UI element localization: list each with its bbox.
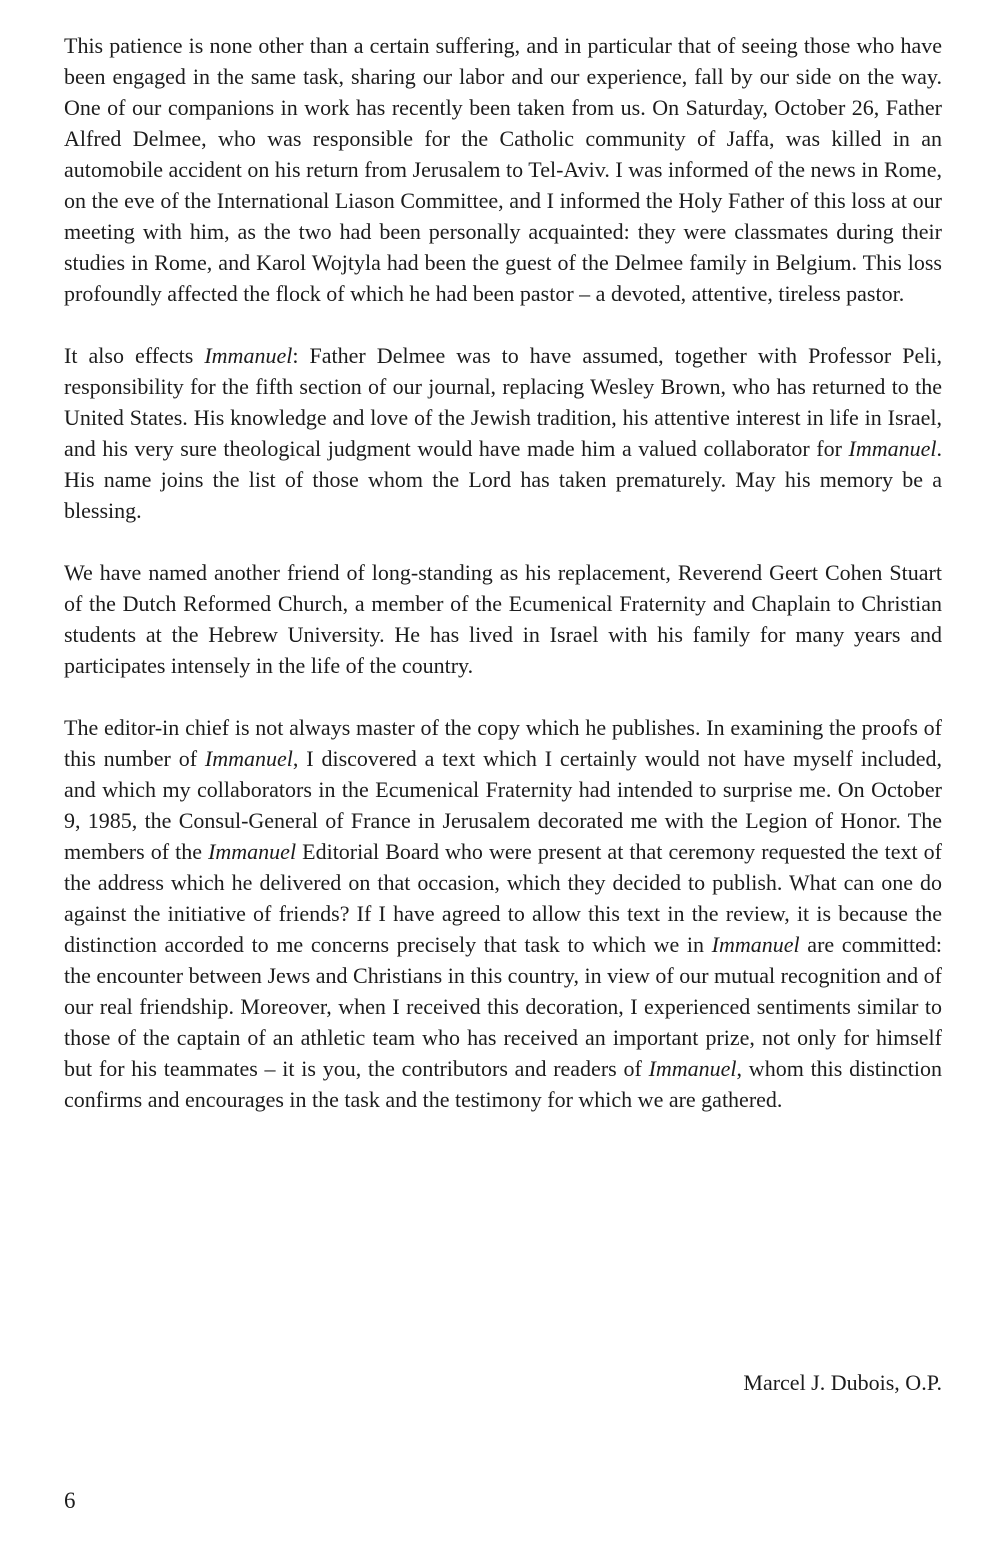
article-body xyxy=(64,30,942,1146)
paragraph-4 xyxy=(64,712,942,1115)
paragraph-text: : Father Delmee was to have assumed, together with Professor Peli, responsibility for the fifth section of our journal, replacing Wesley Brown, who has returned to the United States. His knowledge and love of the Jewish tradition, his attentive interest in life in Israel, and his very sure theological judgment would have made him a valued collaborator for xyxy=(64,343,942,461)
journal-title-italic: Immanuel xyxy=(204,746,293,771)
page-number: 6 xyxy=(64,1488,76,1513)
paragraph-3 xyxy=(64,557,942,681)
author-signature: Marcel J. Dubois, O.P. xyxy=(743,1370,942,1395)
journal-title-italic: Immanuel xyxy=(848,436,937,461)
paragraph-text: This patience is none other than a certain suffering, and in particular that of seeing those who have been engaged in the same task, sharing our labor and our experience, fall by our side on the way. One of our companions in work has recently been taken from us. On Saturday, October 26, Father Alfred Delmee, who was responsible for the Catholic community of Jaffa, was killed in an automobile accident on his return from Jerusalem to Tel-Aviv. I was informed of the news in Rome, on the eve of the International Liason Committee, and I informed the Holy Father of this loss at our meeting with him, as the two had been personally acquainted: they were classmates during their studies in Rome, and Karol Wojtyla had been the guest of the Delmee family in Belgium. This loss profoundly affected the flock of which he had been pastor – a devoted, attentive, tireless pastor. xyxy=(64,33,942,306)
paragraph-text: It also effects xyxy=(64,343,205,368)
paragraph-1 xyxy=(64,30,942,309)
paragraph-text: The editor-in chief is not always master of the copy which he publishes. In examining the proofs of this number of xyxy=(64,715,942,771)
paragraph-text: , whom this distinction confirms and encourages in the task and the testimony for which we are gathered. xyxy=(64,1056,942,1112)
paragraph-text: are committed: the encounter between Jews and Christians in this country, in view of our mutual recognition and of our real friendship. Moreover, when I received this decoration, I experienced sentiments similar to those of the captain of an athletic team who has received an important prize, not only for himself but for his teammates – it is you, the contributors and readers of xyxy=(64,932,943,1081)
paragraph-text: . His name joins the list of those whom the Lord has taken prematurely. May his memory be a blessing. xyxy=(64,436,942,523)
paragraph-text: Editorial Board who were present at that ceremony requested the text of the address which he delivered on that occasion, which they decided to publish. What can one do against the initiative of friends? If I have agreed to allow this text in the review, it is because the distinction accorded to me concerns precisely that task to which we in xyxy=(64,839,942,957)
journal-title-italic: Immanuel xyxy=(648,1056,737,1081)
paragraph-2 xyxy=(64,340,942,526)
journal-title-italic: Immanuel xyxy=(208,839,297,864)
journal-title-italic: Immanuel xyxy=(711,932,800,957)
paragraph-text: We have named another friend of long-standing as his replacement, Reverend Geert Cohen Stuart of the Dutch Reformed Church, a member of the Ecumenical Fraternity and Chaplain to Christian students at the Hebrew University. He has lived in Israel with his family for many years and participates intensely in the life of the country. xyxy=(64,560,942,678)
paragraph-text: , I discovered a text which I certainly would not have myself included, and which my collaborators in the Ecumenical Fraternity had intended to surprise me. On October 9, 1985, the Consul-General of France in Jerusalem decorated me with the Legion of Honor. The members of the xyxy=(64,746,942,864)
journal-title-italic: Immanuel xyxy=(204,343,293,368)
